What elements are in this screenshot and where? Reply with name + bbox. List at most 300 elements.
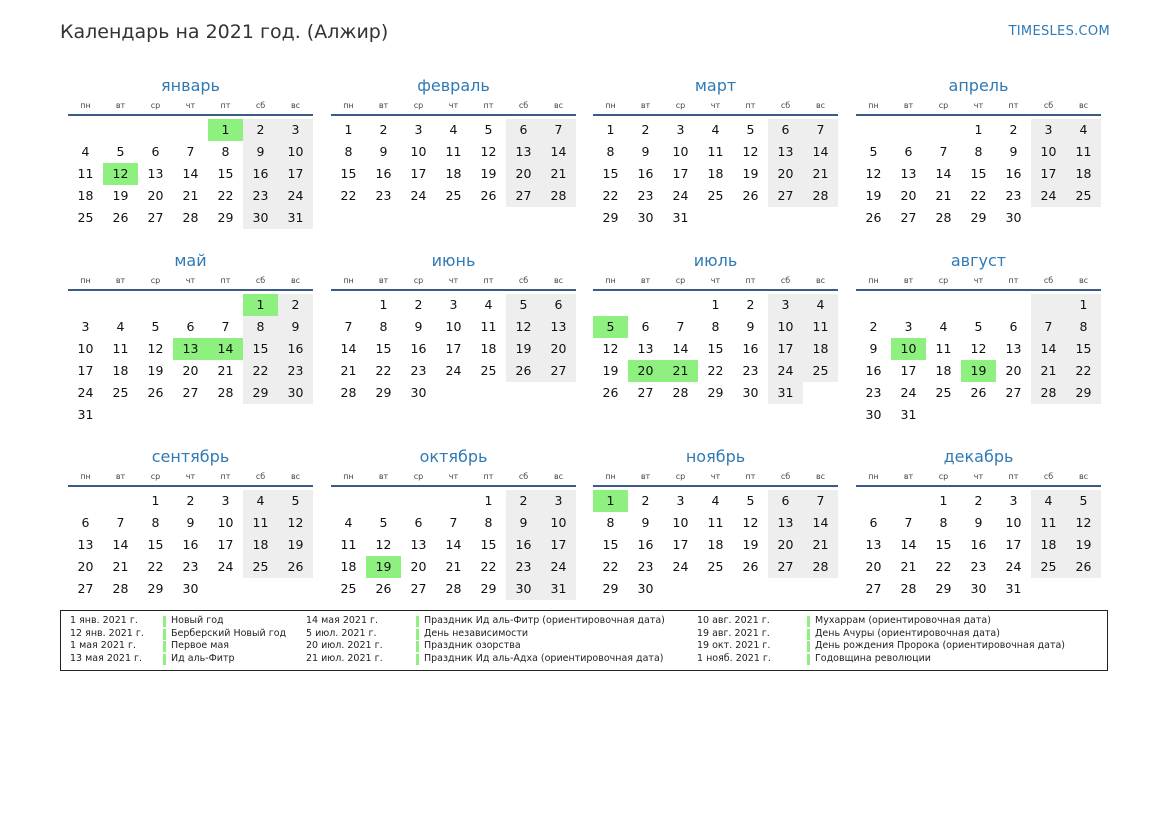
day-cell[interactable]: 19 bbox=[147, 363, 164, 378]
day-cell[interactable]: 7 bbox=[221, 319, 230, 334]
day-cell[interactable]: 27 bbox=[77, 581, 94, 596]
day-cell[interactable]: 31 bbox=[1005, 581, 1022, 596]
day-cell[interactable]: 22 bbox=[375, 363, 392, 378]
day-cell[interactable]: 11 bbox=[445, 144, 462, 159]
day-cell[interactable]: 2 bbox=[506, 490, 541, 512]
day-cell[interactable]: 12 bbox=[1066, 512, 1101, 534]
day-cell[interactable]: 18 bbox=[935, 363, 952, 378]
day-cell[interactable]: 2 bbox=[746, 297, 755, 312]
day-cell[interactable]: 10 bbox=[1005, 515, 1022, 530]
day-cell[interactable]: 2 bbox=[641, 493, 650, 508]
day-cell[interactable]: 22 bbox=[707, 363, 724, 378]
day-cell[interactable]: 10 bbox=[672, 144, 689, 159]
day-cell[interactable]: 27 bbox=[865, 581, 882, 596]
day-cell[interactable]: 30 bbox=[742, 385, 759, 400]
day-cell[interactable]: 17 bbox=[445, 341, 462, 356]
day-cell[interactable]: 12 bbox=[742, 144, 759, 159]
day-cell[interactable]: 3 bbox=[676, 493, 685, 508]
day-cell[interactable]: 11 bbox=[77, 166, 94, 181]
day-cell[interactable]: 14 bbox=[672, 341, 689, 356]
day-cell[interactable]: 15 bbox=[707, 341, 724, 356]
day-cell[interactable]: 4 bbox=[1066, 119, 1101, 141]
day-cell[interactable]: 19 bbox=[1066, 534, 1101, 556]
day-cell[interactable]: 3 bbox=[221, 493, 230, 508]
day-cell[interactable]: 1 bbox=[711, 297, 720, 312]
day-cell[interactable]: 19 bbox=[112, 188, 129, 203]
day-cell[interactable]: 16 bbox=[970, 537, 987, 552]
day-cell[interactable]: 16 bbox=[182, 537, 199, 552]
day-cell[interactable]: 25 bbox=[112, 385, 129, 400]
day-cell[interactable]: 5 bbox=[746, 122, 755, 137]
day-cell[interactable]: 15 bbox=[243, 338, 278, 360]
day-cell[interactable]: 6 bbox=[768, 119, 803, 141]
day-cell[interactable]: 16 bbox=[742, 341, 759, 356]
day-cell[interactable]: 4 bbox=[344, 515, 353, 530]
day-cell[interactable]: 7 bbox=[116, 515, 125, 530]
day-cell[interactable]: 30 bbox=[278, 382, 313, 404]
day-cell[interactable]: 24 bbox=[278, 185, 313, 207]
day-cell[interactable]: 4 bbox=[803, 294, 838, 316]
day-cell[interactable]: 26 bbox=[742, 559, 759, 574]
day-cell[interactable]: 6 bbox=[768, 490, 803, 512]
day-cell[interactable]: 13 bbox=[506, 141, 541, 163]
day-cell[interactable]: 21 bbox=[340, 363, 357, 378]
day-cell[interactable]: 20 bbox=[1005, 363, 1022, 378]
day-cell[interactable]: 23 bbox=[506, 556, 541, 578]
day-cell[interactable]: 4 bbox=[116, 319, 125, 334]
day-cell[interactable]: 28 bbox=[445, 581, 462, 596]
day-cell[interactable]: 23 bbox=[970, 559, 987, 574]
day-cell[interactable]: 6 bbox=[1009, 319, 1018, 334]
day-cell[interactable]: 13 bbox=[865, 537, 882, 552]
day-cell[interactable]: 5 bbox=[379, 515, 388, 530]
day-cell[interactable]: 10 bbox=[77, 341, 94, 356]
day-cell[interactable]: 21 bbox=[935, 188, 952, 203]
day-cell[interactable]: 16 bbox=[278, 338, 313, 360]
day-cell[interactable]: 23 bbox=[637, 559, 654, 574]
day-cell[interactable]: 9 bbox=[974, 515, 983, 530]
day-cell[interactable]: 11 bbox=[707, 144, 724, 159]
day-cell[interactable]: 26 bbox=[375, 581, 392, 596]
day-cell[interactable]: 16 bbox=[1005, 166, 1022, 181]
day-cell[interactable]: 25 bbox=[1031, 556, 1066, 578]
holiday-day[interactable]: 14 bbox=[208, 338, 243, 360]
day-cell[interactable]: 21 bbox=[900, 559, 917, 574]
day-cell[interactable]: 24 bbox=[410, 188, 427, 203]
day-cell[interactable]: 2 bbox=[278, 294, 313, 316]
day-cell[interactable]: 20 bbox=[506, 163, 541, 185]
day-cell[interactable]: 8 bbox=[711, 319, 720, 334]
day-cell[interactable]: 29 bbox=[602, 581, 619, 596]
day-cell[interactable]: 30 bbox=[410, 385, 427, 400]
day-cell[interactable]: 16 bbox=[410, 341, 427, 356]
day-cell[interactable]: 18 bbox=[480, 341, 497, 356]
day-cell[interactable]: 3 bbox=[278, 119, 313, 141]
day-cell[interactable]: 30 bbox=[637, 210, 654, 225]
day-cell[interactable]: 25 bbox=[707, 188, 724, 203]
day-cell[interactable]: 8 bbox=[974, 144, 983, 159]
day-cell[interactable]: 29 bbox=[970, 210, 987, 225]
day-cell[interactable]: 25 bbox=[935, 385, 952, 400]
day-cell[interactable]: 2 bbox=[1009, 122, 1018, 137]
day-cell[interactable]: 28 bbox=[217, 385, 234, 400]
day-cell[interactable]: 29 bbox=[147, 581, 164, 596]
day-cell[interactable]: 9 bbox=[278, 316, 313, 338]
day-cell[interactable]: 12 bbox=[970, 341, 987, 356]
day-cell[interactable]: 2 bbox=[414, 297, 423, 312]
day-cell[interactable]: 8 bbox=[221, 144, 230, 159]
day-cell[interactable]: 6 bbox=[869, 515, 878, 530]
holiday-day[interactable]: 19 bbox=[366, 556, 401, 578]
day-cell[interactable]: 17 bbox=[410, 166, 427, 181]
day-cell[interactable]: 5 bbox=[869, 144, 878, 159]
day-cell[interactable]: 18 bbox=[1066, 163, 1101, 185]
day-cell[interactable]: 28 bbox=[182, 210, 199, 225]
day-cell[interactable]: 28 bbox=[112, 581, 129, 596]
day-cell[interactable]: 16 bbox=[243, 163, 278, 185]
day-cell[interactable]: 13 bbox=[77, 537, 94, 552]
day-cell[interactable]: 7 bbox=[541, 119, 576, 141]
day-cell[interactable]: 4 bbox=[711, 122, 720, 137]
day-cell[interactable]: 31 bbox=[278, 207, 313, 229]
day-cell[interactable]: 9 bbox=[243, 141, 278, 163]
day-cell[interactable]: 14 bbox=[803, 141, 838, 163]
day-cell[interactable]: 17 bbox=[672, 166, 689, 181]
day-cell[interactable]: 27 bbox=[182, 385, 199, 400]
holiday-day[interactable]: 12 bbox=[103, 163, 138, 185]
day-cell[interactable]: 30 bbox=[506, 578, 541, 600]
day-cell[interactable]: 23 bbox=[243, 185, 278, 207]
day-cell[interactable]: 12 bbox=[278, 512, 313, 534]
day-cell[interactable]: 29 bbox=[217, 210, 234, 225]
day-cell[interactable]: 24 bbox=[1005, 559, 1022, 574]
day-cell[interactable]: 28 bbox=[803, 185, 838, 207]
day-cell[interactable]: 3 bbox=[1031, 119, 1066, 141]
day-cell[interactable]: 20 bbox=[410, 559, 427, 574]
day-cell[interactable]: 13 bbox=[768, 512, 803, 534]
day-cell[interactable]: 18 bbox=[243, 534, 278, 556]
day-cell[interactable]: 31 bbox=[672, 210, 689, 225]
holiday-day[interactable]: 1 bbox=[208, 119, 243, 141]
day-cell[interactable]: 11 bbox=[707, 515, 724, 530]
day-cell[interactable]: 2 bbox=[974, 493, 983, 508]
day-cell[interactable]: 14 bbox=[112, 537, 129, 552]
day-cell[interactable]: 12 bbox=[506, 316, 541, 338]
day-cell[interactable]: 1 bbox=[344, 122, 353, 137]
holiday-day[interactable]: 20 bbox=[628, 360, 663, 382]
day-cell[interactable]: 7 bbox=[803, 490, 838, 512]
day-cell[interactable]: 16 bbox=[506, 534, 541, 556]
day-cell[interactable]: 2 bbox=[379, 122, 388, 137]
day-cell[interactable]: 1 bbox=[974, 122, 983, 137]
day-cell[interactable]: 23 bbox=[742, 363, 759, 378]
day-cell[interactable]: 6 bbox=[414, 515, 423, 530]
day-cell[interactable]: 8 bbox=[606, 144, 615, 159]
day-cell[interactable]: 26 bbox=[970, 385, 987, 400]
day-cell[interactable]: 7 bbox=[803, 119, 838, 141]
day-cell[interactable]: 15 bbox=[1066, 338, 1101, 360]
day-cell[interactable]: 30 bbox=[1005, 210, 1022, 225]
day-cell[interactable]: 3 bbox=[676, 122, 685, 137]
day-cell[interactable]: 10 bbox=[217, 515, 234, 530]
day-cell[interactable]: 1 bbox=[151, 493, 160, 508]
day-cell[interactable]: 31 bbox=[900, 407, 917, 422]
day-cell[interactable]: 11 bbox=[803, 316, 838, 338]
day-cell[interactable]: 19 bbox=[742, 537, 759, 552]
day-cell[interactable]: 22 bbox=[243, 360, 278, 382]
holiday-day[interactable]: 1 bbox=[593, 490, 628, 512]
day-cell[interactable]: 31 bbox=[541, 578, 576, 600]
day-cell[interactable]: 17 bbox=[77, 363, 94, 378]
day-cell[interactable]: 7 bbox=[676, 319, 685, 334]
day-cell[interactable]: 13 bbox=[637, 341, 654, 356]
day-cell[interactable]: 22 bbox=[340, 188, 357, 203]
day-cell[interactable]: 17 bbox=[1031, 163, 1066, 185]
day-cell[interactable]: 18 bbox=[803, 338, 838, 360]
day-cell[interactable]: 5 bbox=[506, 294, 541, 316]
holiday-day[interactable]: 5 bbox=[593, 316, 628, 338]
day-cell[interactable]: 11 bbox=[935, 341, 952, 356]
day-cell[interactable]: 5 bbox=[116, 144, 125, 159]
day-cell[interactable]: 27 bbox=[147, 210, 164, 225]
day-cell[interactable]: 29 bbox=[1066, 382, 1101, 404]
day-cell[interactable]: 10 bbox=[445, 319, 462, 334]
day-cell[interactable]: 16 bbox=[865, 363, 882, 378]
day-cell[interactable]: 2 bbox=[641, 122, 650, 137]
day-cell[interactable]: 27 bbox=[1005, 385, 1022, 400]
day-cell[interactable]: 12 bbox=[375, 537, 392, 552]
day-cell[interactable]: 13 bbox=[768, 141, 803, 163]
day-cell[interactable]: 29 bbox=[375, 385, 392, 400]
day-cell[interactable]: 25 bbox=[480, 363, 497, 378]
day-cell[interactable]: 26 bbox=[1066, 556, 1101, 578]
brand-link[interactable]: TIMESLES.COM bbox=[1008, 24, 1110, 39]
day-cell[interactable]: 27 bbox=[768, 556, 803, 578]
day-cell[interactable]: 22 bbox=[970, 188, 987, 203]
day-cell[interactable]: 3 bbox=[768, 294, 803, 316]
day-cell[interactable]: 14 bbox=[340, 341, 357, 356]
day-cell[interactable]: 13 bbox=[147, 166, 164, 181]
day-cell[interactable]: 14 bbox=[182, 166, 199, 181]
day-cell[interactable]: 23 bbox=[1005, 188, 1022, 203]
day-cell[interactable]: 6 bbox=[904, 144, 913, 159]
day-cell[interactable]: 25 bbox=[1066, 185, 1101, 207]
day-cell[interactable]: 1 bbox=[939, 493, 948, 508]
day-cell[interactable]: 1 bbox=[484, 493, 493, 508]
day-cell[interactable]: 6 bbox=[81, 515, 90, 530]
day-cell[interactable]: 21 bbox=[217, 363, 234, 378]
day-cell[interactable]: 3 bbox=[904, 319, 913, 334]
day-cell[interactable]: 27 bbox=[506, 185, 541, 207]
day-cell[interactable]: 28 bbox=[541, 185, 576, 207]
day-cell[interactable]: 8 bbox=[151, 515, 160, 530]
day-cell[interactable]: 25 bbox=[707, 559, 724, 574]
day-cell[interactable]: 27 bbox=[410, 581, 427, 596]
day-cell[interactable]: 22 bbox=[602, 188, 619, 203]
day-cell[interactable]: 20 bbox=[768, 534, 803, 556]
day-cell[interactable]: 24 bbox=[77, 385, 94, 400]
day-cell[interactable]: 4 bbox=[939, 319, 948, 334]
day-cell[interactable]: 29 bbox=[602, 210, 619, 225]
day-cell[interactable]: 7 bbox=[449, 515, 458, 530]
day-cell[interactable]: 10 bbox=[768, 316, 803, 338]
day-cell[interactable]: 11 bbox=[243, 512, 278, 534]
day-cell[interactable]: 18 bbox=[1031, 534, 1066, 556]
day-cell[interactable]: 8 bbox=[1066, 316, 1101, 338]
day-cell[interactable]: 23 bbox=[375, 188, 392, 203]
holiday-day[interactable]: 21 bbox=[663, 360, 698, 382]
day-cell[interactable]: 18 bbox=[445, 166, 462, 181]
day-cell[interactable]: 9 bbox=[186, 515, 195, 530]
day-cell[interactable]: 4 bbox=[711, 493, 720, 508]
day-cell[interactable]: 18 bbox=[340, 559, 357, 574]
day-cell[interactable]: 9 bbox=[379, 144, 388, 159]
day-cell[interactable]: 14 bbox=[803, 512, 838, 534]
day-cell[interactable]: 28 bbox=[672, 385, 689, 400]
day-cell[interactable]: 4 bbox=[484, 297, 493, 312]
day-cell[interactable]: 29 bbox=[243, 382, 278, 404]
day-cell[interactable]: 5 bbox=[746, 493, 755, 508]
day-cell[interactable]: 13 bbox=[900, 166, 917, 181]
day-cell[interactable]: 17 bbox=[768, 338, 803, 360]
day-cell[interactable]: 22 bbox=[217, 188, 234, 203]
day-cell[interactable]: 1 bbox=[606, 122, 615, 137]
day-cell[interactable]: 15 bbox=[217, 166, 234, 181]
day-cell[interactable]: 6 bbox=[151, 144, 160, 159]
day-cell[interactable]: 15 bbox=[147, 537, 164, 552]
day-cell[interactable]: 6 bbox=[641, 319, 650, 334]
day-cell[interactable]: 12 bbox=[742, 515, 759, 530]
day-cell[interactable]: 23 bbox=[865, 385, 882, 400]
day-cell[interactable]: 30 bbox=[970, 581, 987, 596]
day-cell[interactable]: 30 bbox=[865, 407, 882, 422]
day-cell[interactable]: 18 bbox=[707, 537, 724, 552]
day-cell[interactable]: 26 bbox=[112, 210, 129, 225]
day-cell[interactable]: 7 bbox=[939, 144, 948, 159]
day-cell[interactable]: 16 bbox=[637, 166, 654, 181]
day-cell[interactable]: 10 bbox=[410, 144, 427, 159]
day-cell[interactable]: 17 bbox=[1005, 537, 1022, 552]
day-cell[interactable]: 20 bbox=[541, 338, 576, 360]
day-cell[interactable]: 13 bbox=[1005, 341, 1022, 356]
holiday-day[interactable]: 13 bbox=[173, 338, 208, 360]
day-cell[interactable]: 11 bbox=[112, 341, 129, 356]
day-cell[interactable]: 17 bbox=[217, 537, 234, 552]
day-cell[interactable]: 17 bbox=[900, 363, 917, 378]
day-cell[interactable]: 19 bbox=[480, 166, 497, 181]
day-cell[interactable]: 27 bbox=[637, 385, 654, 400]
day-cell[interactable]: 17 bbox=[672, 537, 689, 552]
day-cell[interactable]: 22 bbox=[1066, 360, 1101, 382]
day-cell[interactable]: 9 bbox=[746, 319, 755, 334]
day-cell[interactable]: 23 bbox=[278, 360, 313, 382]
day-cell[interactable]: 10 bbox=[541, 512, 576, 534]
day-cell[interactable]: 24 bbox=[445, 363, 462, 378]
day-cell[interactable]: 10 bbox=[278, 141, 313, 163]
day-cell[interactable]: 2 bbox=[869, 319, 878, 334]
day-cell[interactable]: 27 bbox=[768, 185, 803, 207]
day-cell[interactable]: 24 bbox=[541, 556, 576, 578]
day-cell[interactable]: 15 bbox=[935, 537, 952, 552]
day-cell[interactable]: 26 bbox=[480, 188, 497, 203]
day-cell[interactable]: 31 bbox=[77, 407, 94, 422]
day-cell[interactable]: 7 bbox=[186, 144, 195, 159]
day-cell[interactable]: 5 bbox=[151, 319, 160, 334]
day-cell[interactable]: 26 bbox=[602, 385, 619, 400]
day-cell[interactable]: 4 bbox=[449, 122, 458, 137]
day-cell[interactable]: 27 bbox=[900, 210, 917, 225]
day-cell[interactable]: 25 bbox=[340, 581, 357, 596]
day-cell[interactable]: 28 bbox=[900, 581, 917, 596]
day-cell[interactable]: 20 bbox=[77, 559, 94, 574]
day-cell[interactable]: 4 bbox=[1031, 490, 1066, 512]
day-cell[interactable]: 9 bbox=[506, 512, 541, 534]
day-cell[interactable]: 18 bbox=[112, 363, 129, 378]
day-cell[interactable]: 24 bbox=[1031, 185, 1066, 207]
day-cell[interactable]: 20 bbox=[768, 163, 803, 185]
day-cell[interactable]: 24 bbox=[768, 360, 803, 382]
day-cell[interactable]: 24 bbox=[217, 559, 234, 574]
day-cell[interactable]: 8 bbox=[379, 319, 388, 334]
day-cell[interactable]: 21 bbox=[1031, 360, 1066, 382]
day-cell[interactable]: 23 bbox=[637, 188, 654, 203]
day-cell[interactable]: 3 bbox=[449, 297, 458, 312]
day-cell[interactable]: 9 bbox=[1009, 144, 1018, 159]
day-cell[interactable]: 1 bbox=[379, 297, 388, 312]
day-cell[interactable]: 3 bbox=[1009, 493, 1018, 508]
day-cell[interactable]: 26 bbox=[147, 385, 164, 400]
day-cell[interactable]: 5 bbox=[974, 319, 983, 334]
day-cell[interactable]: 10 bbox=[1031, 141, 1066, 163]
day-cell[interactable]: 29 bbox=[935, 581, 952, 596]
day-cell[interactable]: 11 bbox=[480, 319, 497, 334]
day-cell[interactable]: 21 bbox=[541, 163, 576, 185]
day-cell[interactable]: 2 bbox=[186, 493, 195, 508]
day-cell[interactable]: 17 bbox=[541, 534, 576, 556]
day-cell[interactable]: 14 bbox=[541, 141, 576, 163]
day-cell[interactable]: 25 bbox=[445, 188, 462, 203]
day-cell[interactable]: 4 bbox=[243, 490, 278, 512]
day-cell[interactable]: 7 bbox=[1031, 316, 1066, 338]
day-cell[interactable]: 28 bbox=[1031, 382, 1066, 404]
day-cell[interactable]: 16 bbox=[637, 537, 654, 552]
day-cell[interactable]: 12 bbox=[147, 341, 164, 356]
day-cell[interactable]: 27 bbox=[541, 360, 576, 382]
day-cell[interactable]: 19 bbox=[742, 166, 759, 181]
day-cell[interactable]: 21 bbox=[112, 559, 129, 574]
day-cell[interactable]: 26 bbox=[742, 188, 759, 203]
day-cell[interactable]: 3 bbox=[541, 490, 576, 512]
day-cell[interactable]: 23 bbox=[182, 559, 199, 574]
day-cell[interactable]: 6 bbox=[506, 119, 541, 141]
day-cell[interactable]: 6 bbox=[541, 294, 576, 316]
day-cell[interactable]: 12 bbox=[865, 166, 882, 181]
day-cell[interactable]: 22 bbox=[147, 559, 164, 574]
day-cell[interactable]: 15 bbox=[340, 166, 357, 181]
day-cell[interactable]: 19 bbox=[506, 338, 541, 360]
day-cell[interactable]: 31 bbox=[768, 382, 803, 404]
day-cell[interactable]: 8 bbox=[484, 515, 493, 530]
day-cell[interactable]: 8 bbox=[344, 144, 353, 159]
day-cell[interactable]: 19 bbox=[278, 534, 313, 556]
day-cell[interactable]: 15 bbox=[602, 537, 619, 552]
day-cell[interactable]: 9 bbox=[641, 515, 650, 530]
day-cell[interactable]: 5 bbox=[278, 490, 313, 512]
day-cell[interactable]: 8 bbox=[939, 515, 948, 530]
day-cell[interactable]: 7 bbox=[904, 515, 913, 530]
day-cell[interactable]: 30 bbox=[637, 581, 654, 596]
day-cell[interactable]: 21 bbox=[803, 163, 838, 185]
